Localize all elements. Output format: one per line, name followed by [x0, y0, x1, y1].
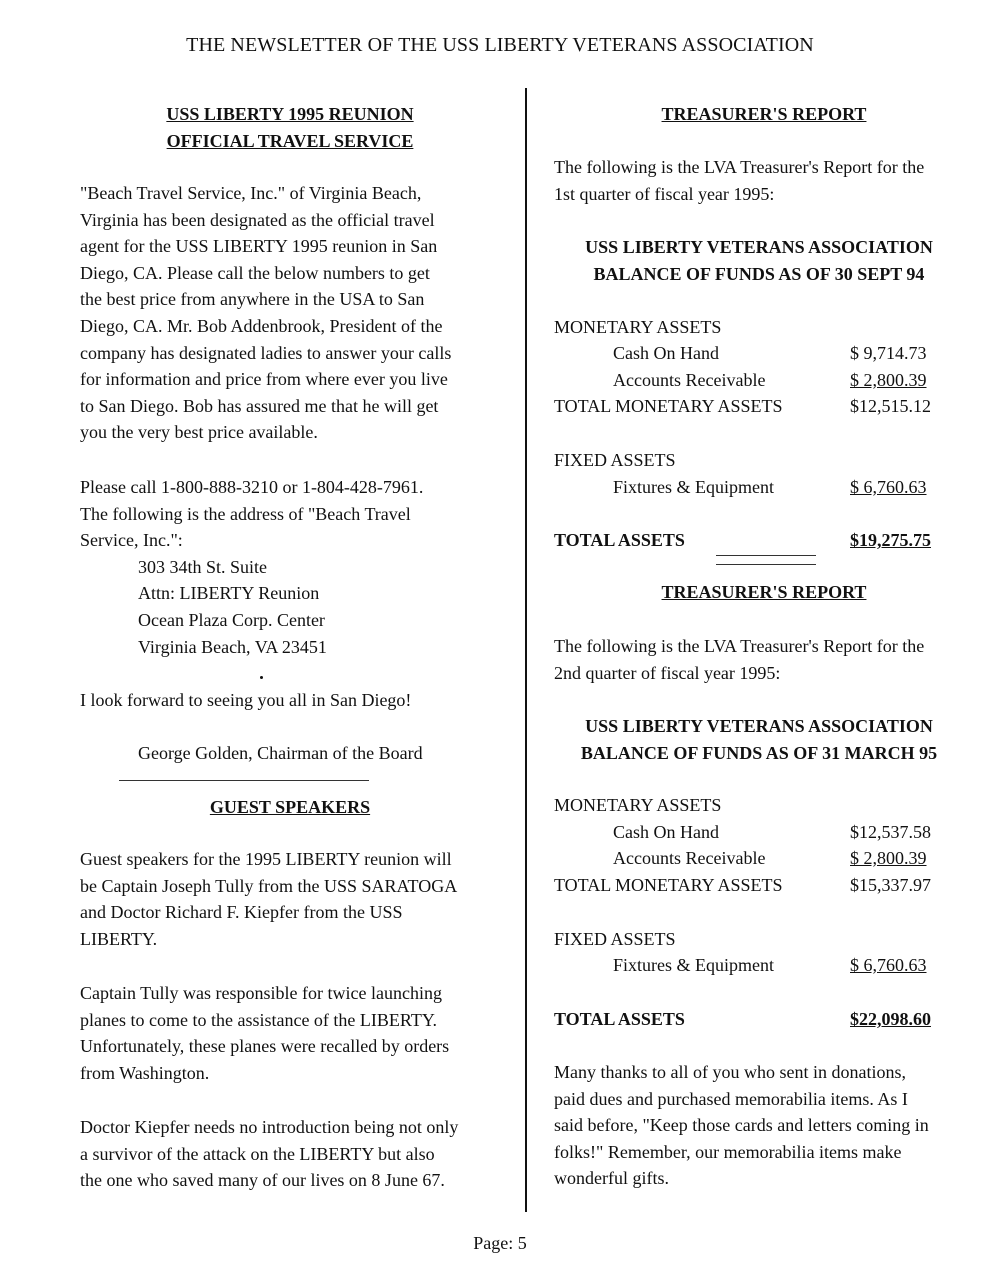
travel-body [80, 180, 500, 446]
speakers-p3 [80, 1114, 500, 1194]
text-line: planes to come to the assistance of the LIBERTY. [80, 1009, 438, 1030]
row-label: MONETARY ASSETS [554, 317, 722, 337]
signature: George Golden, Chairman of the Board [138, 743, 423, 763]
text-line: to San Diego. Bob has assured me that he will get [80, 395, 439, 416]
text-line: and Doctor Richard F. Kiepfer from the USS [80, 902, 403, 923]
r1-total-monetary-row [554, 393, 974, 420]
text-line: from Washington. [80, 1062, 210, 1083]
r2-fixed-row [554, 926, 974, 953]
text-line: Guest speakers for the 1995 LIBERTY reunion will [80, 849, 452, 869]
text-line: for information and price from where ever you live [80, 369, 448, 390]
text-line: folks!" Remember, our memorabilia items make [554, 1141, 902, 1162]
r2-total-monetary-row [554, 872, 974, 899]
row-label: Cash On Hand [613, 822, 719, 842]
report2-intro [554, 633, 974, 686]
r2-total-row [554, 1006, 974, 1033]
text-line: Doctor Kiepfer needs no introduction being not only [80, 1117, 459, 1137]
text-line: be Captain Joseph Tully from the USS SARATOGA [80, 875, 458, 896]
subhead-line: USS LIBERTY VETERANS ASSOCIATION [585, 237, 933, 257]
text-line: Service, Inc.": [80, 530, 183, 551]
treasurer-heading-2 [554, 579, 974, 606]
address-line: 303 34th St. Suite [138, 556, 268, 577]
text-line: Unfortunately, these planes were recalled by orders [80, 1036, 450, 1057]
text-line: LIBERTY. [80, 928, 158, 949]
row-label: MONETARY ASSETS [554, 795, 722, 815]
report1-subhead [544, 234, 974, 288]
row-label: Fixtures & Equipment [613, 477, 774, 497]
row-amount: $19,275.75 [850, 530, 931, 550]
travel-call [80, 474, 500, 660]
text-line: you the very best price available. [80, 422, 318, 443]
treasurer-heading-text: TREASURER'S REPORT [661, 104, 867, 124]
row-amount: $ 9,714.73 [850, 343, 927, 363]
address-line: Ocean Plaza Corp. Center [138, 609, 325, 630]
r1-total-row [554, 527, 974, 554]
text-line: Captain Tully was responsible for twice launching [80, 983, 442, 1003]
row-amount: $15,337.97 [850, 875, 931, 895]
row-amount: $12,537.58 [850, 822, 931, 842]
address-line: Attn: LIBERTY Reunion [138, 583, 320, 604]
row-label: FIXED ASSETS [554, 450, 676, 470]
text-line: The following is the LVA Treasurer's Report for the [554, 157, 925, 177]
text-line: Please call 1-800-888-3210 or 1-804-428-7961. [80, 477, 424, 497]
r1-ar-row [554, 367, 974, 394]
travel-signature-block [80, 740, 500, 767]
travel-heading [80, 101, 500, 155]
text-line: paid dues and purchased memorabilia items. As I [554, 1088, 908, 1109]
row-amount: $12,515.12 [850, 396, 931, 416]
travel-heading-line: USS LIBERTY 1995 REUNION [166, 104, 414, 124]
treasurer-heading-text: TREASURER'S REPORT [661, 582, 867, 602]
r2-ar-row [554, 845, 974, 872]
text-line: Diego, CA. Mr. Bob Addenbrook, President of the [80, 315, 443, 336]
r1-monetary-row [554, 314, 974, 341]
speakers-heading [80, 794, 500, 821]
thanks-paragraph [554, 1059, 974, 1192]
text-line: company has designated ladies to answer your calls [80, 342, 452, 363]
row-amount: $ 6,760.63 [850, 477, 927, 497]
row-label: TOTAL ASSETS [554, 1009, 685, 1029]
row-amount: $ 2,800.39 [850, 370, 927, 390]
text-line: Diego, CA. Please call the below numbers to get [80, 262, 430, 283]
speakers-p2 [80, 980, 500, 1086]
r1-fixed-row [554, 447, 974, 474]
r2-fixtures-row [554, 952, 974, 979]
double-rule [716, 555, 816, 565]
row-label: FIXED ASSETS [554, 929, 676, 949]
text-line: The following is the address of "Beach Travel [80, 503, 411, 524]
row-amount: $ 6,760.63 [850, 955, 927, 975]
r2-monetary-row [554, 792, 974, 819]
row-label: Accounts Receivable [613, 848, 766, 868]
subhead-line: BALANCE OF FUNDS AS OF 31 MARCH 95 [580, 743, 938, 763]
travel-closing [80, 687, 500, 714]
text-line: said before, "Keep those cards and letters coming in [554, 1115, 929, 1136]
text-line: a survivor of the attack on the LIBERTY but also [80, 1143, 435, 1164]
text-line: "Beach Travel Service, Inc." of Virginia Beach, [80, 183, 422, 203]
subhead-line: USS LIBERTY VETERANS ASSOCIATION [585, 716, 933, 736]
r1-cash-row [554, 340, 974, 367]
stray-dot [260, 676, 263, 679]
row-label: Cash On Hand [613, 343, 719, 363]
row-label: TOTAL MONETARY ASSETS [554, 875, 783, 895]
page-number: Page: 5 [473, 1233, 527, 1253]
row-label: Accounts Receivable [613, 370, 766, 390]
report2-subhead [544, 713, 974, 767]
column-divider [525, 88, 527, 1212]
treasurer-heading-1 [554, 101, 974, 128]
text-line: 2nd quarter of fiscal year 1995: [554, 662, 781, 683]
r1-fixtures-row [554, 474, 974, 501]
row-amount: $ 2,800.39 [850, 848, 927, 868]
newsletter-title: THE NEWSLETTER OF THE USS LIBERTY VETERANS ASSOCIATION [186, 34, 814, 56]
text-line: wonderful gifts. [554, 1168, 669, 1189]
text-line: agent for the USS LIBERTY 1995 reunion in San [80, 236, 438, 257]
row-label: TOTAL ASSETS [554, 530, 685, 550]
address-line: Virginia Beach, VA 23451 [138, 636, 327, 657]
row-label: Fixtures & Equipment [613, 955, 774, 975]
speakers-heading-text: GUEST SPEAKERS [209, 797, 371, 817]
speakers-p1 [80, 846, 500, 952]
travel-heading-line: OFFICIAL TRAVEL SERVICE [166, 131, 414, 151]
text-line: Many thanks to all of you who sent in donations, [554, 1062, 906, 1082]
r2-cash-row [554, 819, 974, 846]
subhead-line: BALANCE OF FUNDS AS OF 30 SEPT 94 [593, 264, 925, 284]
row-amount: $22,098.60 [850, 1009, 931, 1029]
text-line: Virginia has been designated as the official travel [80, 209, 435, 230]
closing-line: I look forward to seeing you all in San Diego! [80, 690, 412, 710]
report1-intro [554, 154, 974, 207]
row-label: TOTAL MONETARY ASSETS [554, 396, 783, 416]
text-line: The following is the LVA Treasurer's Report for the [554, 636, 925, 656]
section-separator [119, 776, 369, 781]
text-line: the one who saved many of our lives on 8 June 67. [80, 1170, 445, 1191]
text-line: the best price from anywhere in the USA to San [80, 289, 425, 310]
text-line: 1st quarter of fiscal year 1995: [554, 183, 775, 204]
